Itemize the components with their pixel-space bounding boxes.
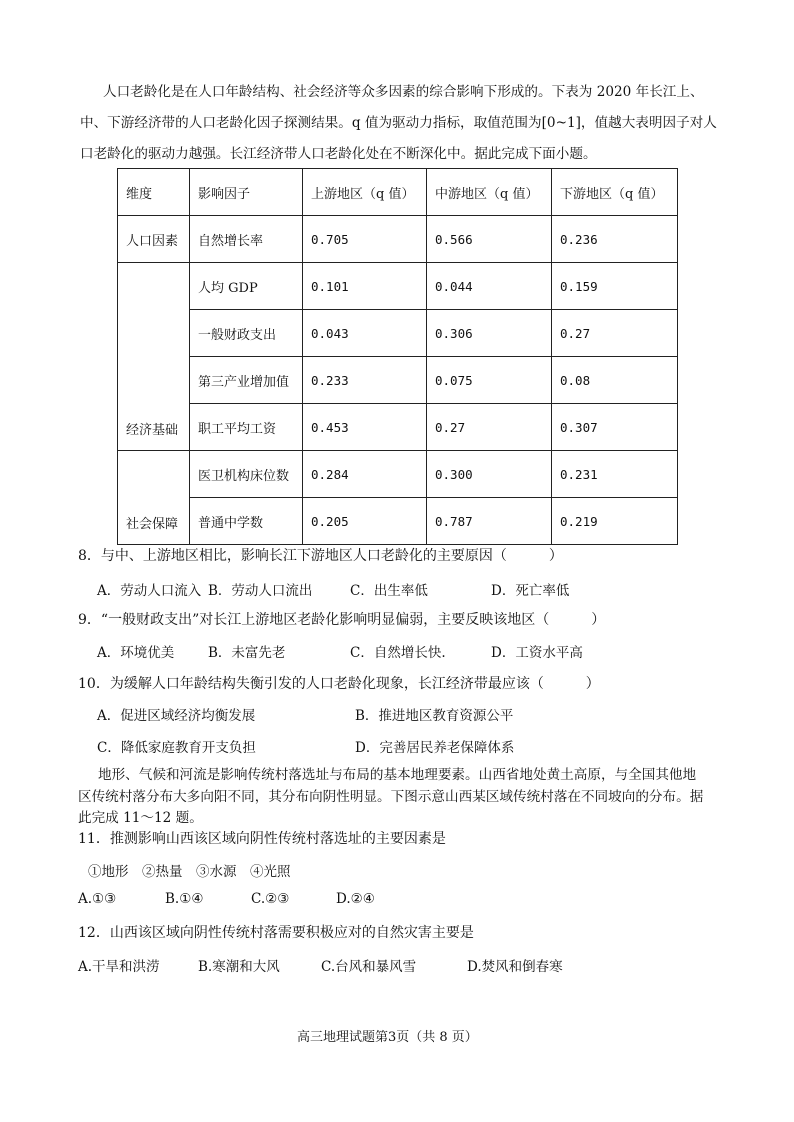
factor-cell: 医卫机构床位数 [190, 451, 303, 498]
downstream-value: 0.231 [552, 451, 678, 498]
intro-line-2: 中、下游经济带的人口老龄化因子探测结果。q 值为驱动力指标，取值范围为[0~1]，值越大表明因子对人 [80, 115, 717, 131]
question-8-option-d: D．死亡率低 [491, 583, 570, 599]
upstream-value: 0.705 [303, 216, 427, 263]
question-12-option-a: A.干旱和洪涝 [78, 959, 160, 975]
downstream-value: 0.08 [552, 357, 678, 404]
table-header-cell: 下游地区（q 值） [552, 169, 678, 216]
table-header-cell: 中游地区（q 值） [427, 169, 552, 216]
factor-cell: 自然增长率 [190, 216, 303, 263]
downstream-value: 0.27 [552, 310, 678, 357]
question-8-option-c: C．出生率低 [350, 583, 428, 599]
question-10-option-c: C．降低家庭教育开支负担 [97, 740, 256, 756]
question-12-stem: 12．山西该区域向阴性传统村落需要积极应对的自然灾害主要是 [78, 925, 474, 941]
table-row [118, 404, 678, 451]
table-header-cell: 上游地区（q 值） [303, 169, 427, 216]
midstream-value: 0.27 [427, 404, 552, 451]
question-11-option-c: C.②③ [251, 891, 290, 907]
question-8-option-b: B．劳动人口流出 [208, 583, 313, 599]
group-cell-economy: 经济基础 [118, 263, 190, 451]
midstream-value: 0.075 [427, 357, 552, 404]
question-10-option-a: A．促进区域经济均衡发展 [97, 708, 256, 724]
question-12-option-b: B.寒潮和大风 [198, 959, 280, 975]
question-11-option-d: D.②④ [336, 891, 375, 907]
question-8-stem: 8．与中、上游地区相比，影响长江下游地区人口老龄化的主要原因（ ） [78, 548, 563, 564]
downstream-value: 0.219 [552, 498, 678, 545]
passage-2-line-3: 此完成 11～12 题。 [78, 810, 203, 826]
passage-2-line-2: 区传统村落分布大多向阳不同，其分布向阴性明显。下图示意山西某区域传统村落在不同坡向的分布。据 [78, 789, 704, 805]
question-8-option-a: A．劳动人口流入 [97, 583, 202, 599]
midstream-value: 0.300 [427, 451, 552, 498]
factor-cell: 一般财政支出 [190, 310, 303, 357]
table-row [118, 498, 678, 545]
table-row [118, 263, 678, 310]
question-9-option-a: A．环境优美 [97, 645, 175, 661]
question-9-option-d: D．工资水平高 [491, 645, 583, 661]
intro-line-1: 人口老龄化是在人口年龄结构、社会经济等众多因素的综合影响下形成的。下表为 2020 年长江上、 [103, 84, 704, 100]
question-11-factors: ①地形 ②热量 ③水源 ④光照 [88, 864, 291, 880]
question-11-option-b: B.①④ [165, 891, 204, 907]
midstream-value: 0.306 [427, 310, 552, 357]
upstream-value: 0.101 [303, 263, 427, 310]
factor-cell: 第三产业增加值 [190, 357, 303, 404]
upstream-value: 0.453 [303, 404, 427, 451]
factor-cell: 职工平均工资 [190, 404, 303, 451]
question-11-option-a: A.①③ [78, 891, 117, 907]
aging-factor-table [117, 168, 678, 545]
downstream-value: 0.236 [552, 216, 678, 263]
factor-cell: 人均 GDP [190, 263, 303, 310]
upstream-value: 0.205 [303, 498, 427, 545]
downstream-value: 0.307 [552, 404, 678, 451]
table-header-cell: 维度 [118, 169, 190, 216]
table-row [118, 310, 678, 357]
upstream-value: 0.284 [303, 451, 427, 498]
downstream-value: 0.159 [552, 263, 678, 310]
intro-line-3: 口老龄化的驱动力越强。长江经济带人口老龄化处在不断深化中。据此完成下面小题。 [80, 146, 597, 162]
page-footer: 高三地理试题第3页（共 8 页） [297, 1030, 478, 1045]
question-11-stem: 11．推测影响山西该区域向阴性传统村落选址的主要因素是 [78, 831, 446, 847]
question-10-stem: 10．为缓解人口年龄结构失衡引发的人口老龄化现象，长江经济带最应该（ ） [78, 676, 600, 692]
question-10-option-d: D．完善居民养老保障体系 [355, 740, 515, 756]
question-9-option-b: B．未富先老 [208, 645, 286, 661]
table-header-row [118, 169, 678, 216]
question-9-stem: 9．“一般财政支出”对长江上游地区老龄化影响明显偏弱，主要反映该地区（ ） [78, 612, 606, 628]
question-12-option-d: D.焚风和倒春寒 [467, 959, 563, 975]
table-row [118, 357, 678, 404]
factor-cell: 普通中学数 [190, 498, 303, 545]
question-9-option-c: C．自然增长快. [350, 645, 446, 661]
question-10-option-b: B．推进地区教育资源公平 [355, 708, 514, 724]
upstream-value: 0.233 [303, 357, 427, 404]
upstream-value: 0.043 [303, 310, 427, 357]
passage-2-line-1: 地形、气候和河流是影响传统村落选址与布局的基本地理要素。山西省地处黄土高原，与全国其他地 [98, 767, 697, 783]
question-12-option-c: C.台风和暴风雪 [321, 959, 417, 975]
midstream-value: 0.787 [427, 498, 552, 545]
midstream-value: 0.044 [427, 263, 552, 310]
midstream-value: 0.566 [427, 216, 552, 263]
table-header-cell: 影响因子 [190, 169, 303, 216]
table-row [118, 216, 678, 263]
table-row [118, 451, 678, 498]
group-cell-social-security: 社会保障 [118, 451, 190, 545]
group-cell-population: 人口因素 [118, 216, 190, 263]
